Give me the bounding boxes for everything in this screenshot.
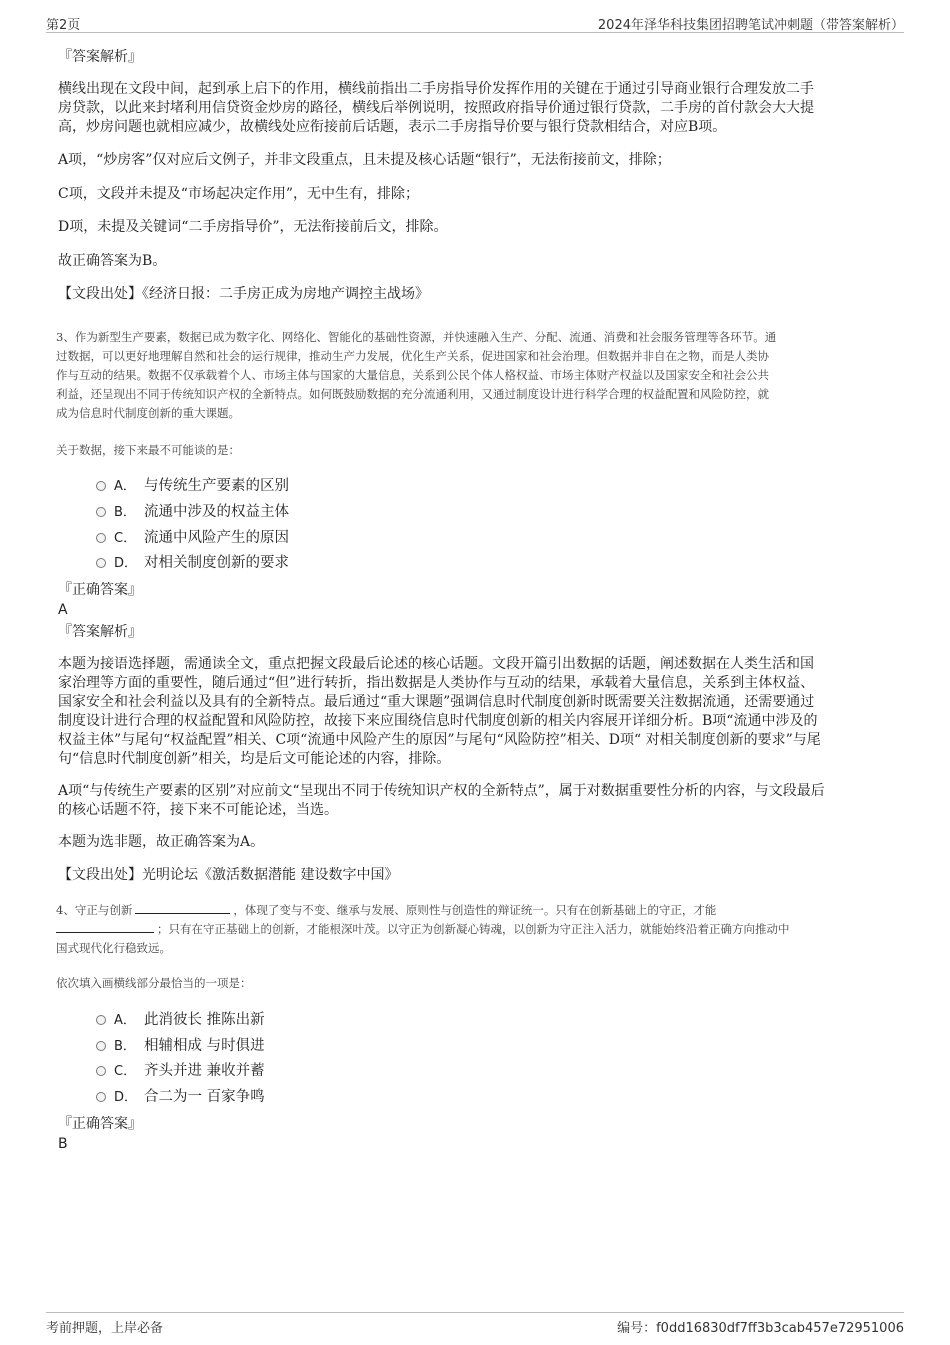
q4-answer: B bbox=[58, 1136, 68, 1152]
q3-option-a-analysis-line-1: A项“与传统生产要素的区别”对应前文“呈现出不同于传统知识产权的全新特点”，属于对数据重要性分析的内容，与文段最后 bbox=[58, 783, 825, 799]
q3-stem-line-3: 作与互动的结果。数据不仅承载着个人、市场主体与国家的大量信息，关系到公民个体人格权益、市场主体财产权益以及国家安全和社会公共 bbox=[56, 368, 769, 382]
radio-icon[interactable] bbox=[96, 481, 106, 491]
q3-option-c[interactable]: C． 流通中风险产生的原因 bbox=[96, 528, 289, 549]
q4-stem-line-3: 国式现代化行稳致远。 bbox=[56, 941, 171, 955]
q3-option-a-analysis-line-2: 的核心话题不符，接下来不可能论述，当选。 bbox=[58, 802, 338, 818]
q2-analysis-label: 『答案解析』 bbox=[58, 49, 142, 65]
q3-stem-line-1: 3、作为新型生产要素，数据已成为数字化、网络化、智能化的基础性资源，并快速融入生产、分配、流通、消费和社会服务管理等各环节。通 bbox=[56, 330, 777, 344]
q3-analysis-label: 『答案解析』 bbox=[58, 624, 142, 640]
q2-source: 【文段出处】《经济日报：二手房正成为房地产调控主战场》 bbox=[58, 286, 429, 302]
q3-option-d[interactable]: D． 对相关制度创新的要求 bbox=[96, 553, 289, 574]
q2-analysis-line-3: 高，炒房问题也就相应减少，故横线处应衔接前后话题，表示二手房指导价要与银行贷款相结合，对应B项。 bbox=[58, 119, 727, 135]
q3-analysis-line-2: 家治理等方面的重要性，随后通过“但”进行转折，指出数据是人类协作与互动的结果，承载着大量信息，关系到主体权益、 bbox=[58, 675, 815, 691]
q2-analysis-line-2: 房贷款，以此来封堵利用信贷资金炒房的路径，横线后举例说明，按照政府指导价通过银行贷款，二手房的首付款会大大提 bbox=[58, 100, 814, 116]
q4-stem-line-2: ；只有在守正基础上的创新，才能根深叶茂。以守正为创新凝心铸魂，以创新为守正注入活力，就能始终沿着正确方向推动中 bbox=[56, 920, 896, 939]
radio-icon[interactable] bbox=[96, 533, 106, 543]
page-footer bbox=[46, 1312, 904, 1337]
q3-stem-line-5: 成为信息时代制度创新的重大课题。 bbox=[56, 406, 240, 420]
q2-option-a-analysis: A项，“炒房客”仅对应后文例子，并非文段重点，且未提及核心话题“银行”，无法衔接前文，排除； bbox=[58, 152, 671, 168]
q3-conclusion: 本题为选非题，故正确答案为A。 bbox=[58, 834, 265, 850]
q4-option-d[interactable]: D． 合二为一 百家争鸣 bbox=[96, 1087, 265, 1108]
document-code: 编号：f0dd16830df7ff3b3cab457e72951006 bbox=[617, 1321, 904, 1336]
q3-analysis-line-6: 句“信息时代制度创新”相关，均是后文可能论述的内容，排除。 bbox=[58, 751, 451, 767]
q3-stem-line-2: 过数据，可以更好地理解自然和社会的运行规律，推动生产力发展，优化生产关系，促进国家和社会治理。但数据并非自在之物，而是人类协 bbox=[56, 349, 769, 363]
footer-slogan: 考前押题，上岸必备 bbox=[46, 1321, 164, 1336]
q3-option-b[interactable]: B． 流通中涉及的权益主体 bbox=[96, 502, 289, 523]
q4-stem-line-1: 4、守正与创新 ，体现了变与不变、继承与发展、原则性与创造性的辩证统一。只有在创新基础上的守正，才能 bbox=[56, 903, 717, 917]
page-header bbox=[46, 10, 904, 33]
q4-option-a[interactable]: A． 此消彼长 推陈出新 bbox=[96, 1010, 265, 1031]
q3-analysis-line-5: 权益主体”与尾句“权益配置”相关、C项“流通中风险产生的原因”与尾句“风险防控”相关、D项“ 对相关制度创新的要求”与尾 bbox=[58, 732, 821, 748]
q4-answer-label: 『正确答案』 bbox=[58, 1116, 142, 1132]
q3-option-a[interactable]: A． 与传统生产要素的区别 bbox=[96, 476, 289, 497]
document-title: 2024年泽华科技集团招聘笔试冲刺题（带答案解析） bbox=[597, 18, 904, 33]
q2-option-d-analysis: D项，未提及关键词“二手房指导价”，无法衔接前后文，排除。 bbox=[58, 219, 448, 235]
page-number: 第2页 bbox=[46, 18, 81, 33]
radio-icon[interactable] bbox=[96, 1015, 106, 1025]
q2-option-c-analysis: C项，文段并未提及“市场起决定作用”，无中生有，排除； bbox=[58, 186, 420, 202]
q3-analysis-line-1: 本题为接语选择题，需通读全文，重点把握文段最后论述的核心话题。文段开篇引出数据的话题，阐述数据在人类生活和国 bbox=[58, 656, 814, 672]
q2-conclusion: 故正确答案为B。 bbox=[58, 253, 167, 269]
q2-analysis-line-1: 横线出现在文段中间，起到承上启下的作用，横线前指出二手房指导价发挥作用的关键在于通过引导商业银行合理发放二手 bbox=[58, 81, 814, 97]
radio-icon[interactable] bbox=[96, 507, 106, 517]
radio-icon[interactable] bbox=[96, 1092, 106, 1102]
q3-analysis-line-3: 国家安全和社会利益以及具有的全新特点。最后通过“重大课题”强调信息时代制度创新时既需要关注数据流通，还需要通过 bbox=[58, 694, 815, 710]
q3-question: 关于数据，接下来最不可能谈的是： bbox=[56, 443, 240, 457]
q4-option-c[interactable]: C． 齐头并进 兼收并蓄 bbox=[96, 1061, 265, 1082]
radio-icon[interactable] bbox=[96, 1041, 106, 1051]
fill-blank-2 bbox=[56, 920, 154, 933]
radio-icon[interactable] bbox=[96, 1066, 106, 1076]
q4-option-b[interactable]: B． 相辅相成 与时俱进 bbox=[96, 1036, 265, 1057]
q3-analysis-line-4: 制度设计进行合理的权益配置和风险防控，故接下来应围绕信息时代制度创新的相关内容展开详细分析。B项“流通中涉及的 bbox=[58, 713, 818, 729]
q3-answer-label: 『正确答案』 bbox=[58, 582, 142, 598]
radio-icon[interactable] bbox=[96, 558, 106, 568]
fill-blank-1 bbox=[135, 901, 230, 914]
q4-question: 依次填入画横线部分最恰当的一项是： bbox=[56, 976, 252, 990]
q3-stem-line-4: 利益，还呈现出不同于传统知识产权的全新特点。如何既鼓励数据的充分流通利用，又通过制度设计进行科学合理的权益配置和风险防控，就 bbox=[56, 387, 769, 401]
q3-source: 【文段出处】光明论坛《激活数据潜能 建设数字中国》 bbox=[58, 867, 399, 883]
q3-answer: A bbox=[58, 602, 68, 618]
